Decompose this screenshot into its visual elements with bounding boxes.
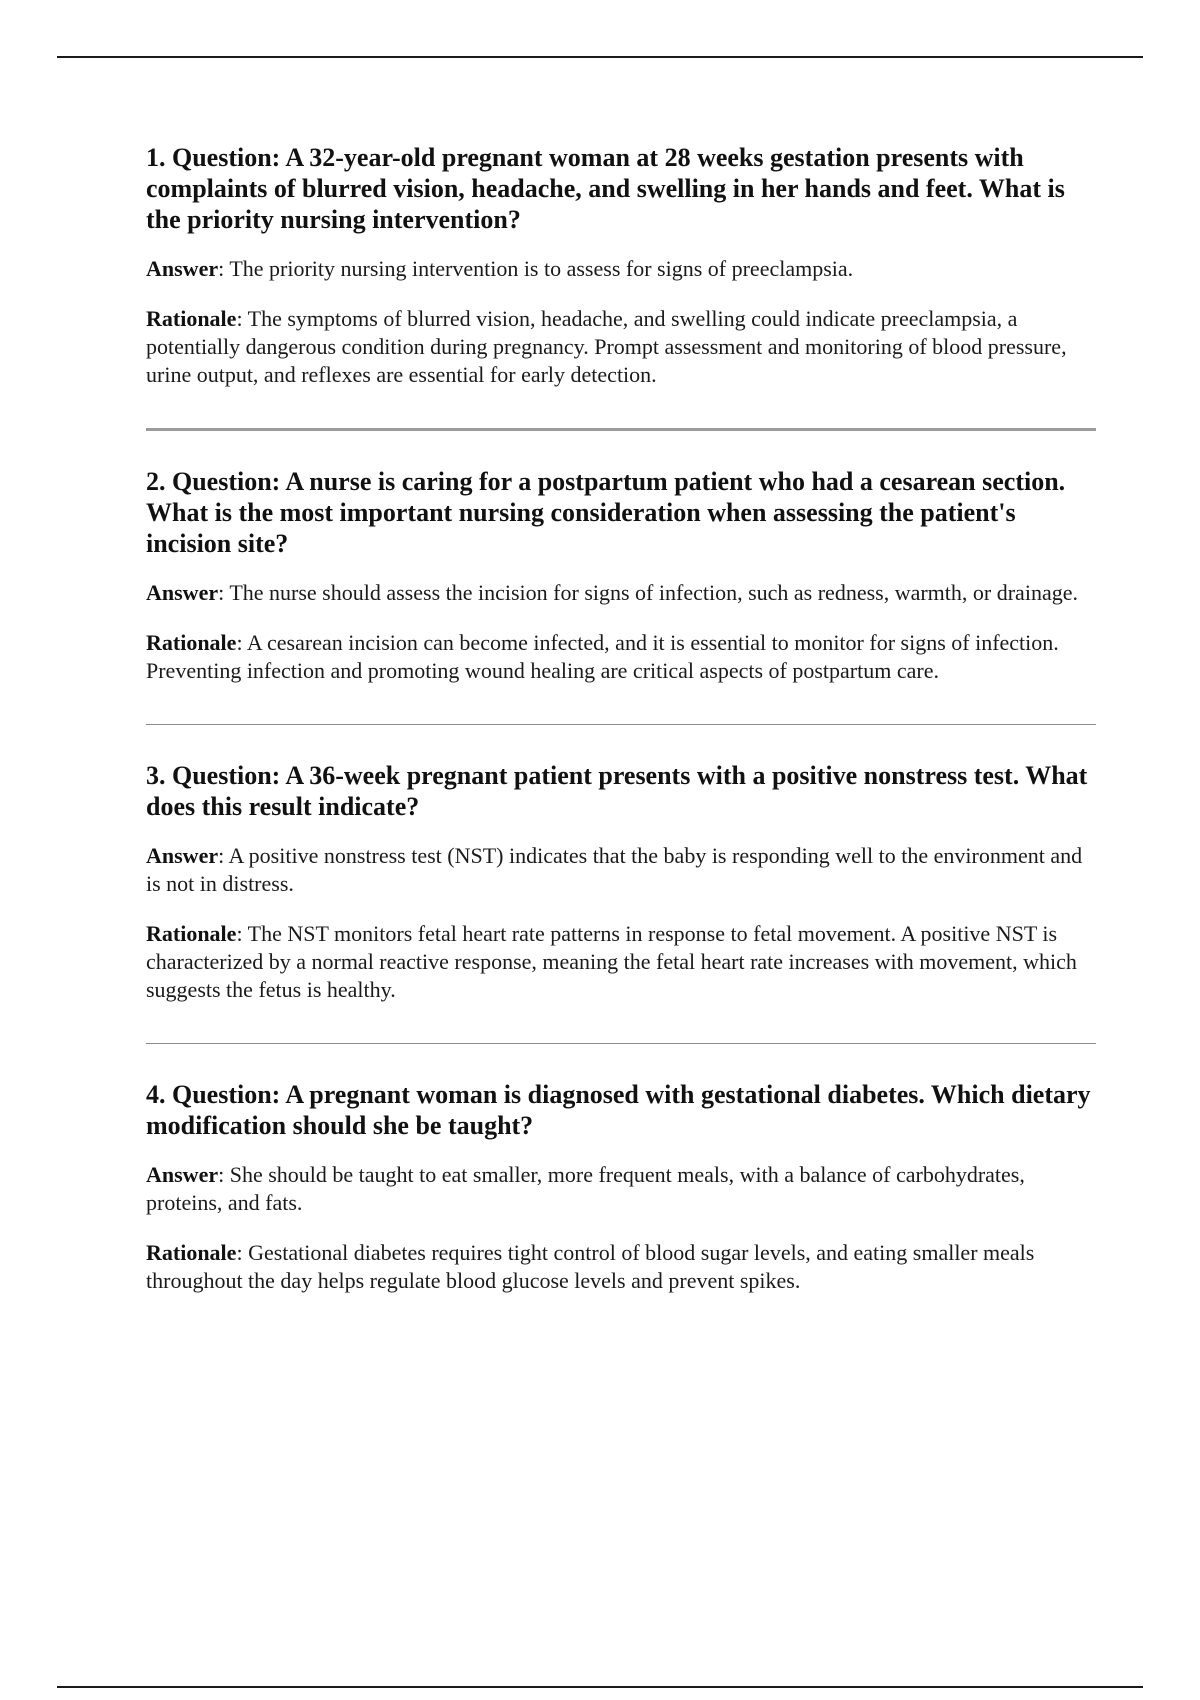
section-divider <box>146 1043 1096 1044</box>
question-heading: 3. Question: A 36-week pregnant patient presents with a positive nonstress test. What does this result indicate? <box>146 761 1088 821</box>
answer-text: : The priority nursing intervention is to assess for signs of preeclampsia. <box>218 256 854 281</box>
rationale-paragraph <box>146 305 1096 389</box>
answer-paragraph <box>146 255 1096 283</box>
question-heading: 2. Question: A nurse is caring for a postpartum patient who had a cesarean section. What is the most important nursing consideration when assessing the patient's incision site? <box>146 467 1066 558</box>
answer-paragraph <box>146 842 1096 898</box>
qa-document <box>146 142 1096 1317</box>
page-top-rule <box>57 56 1143 58</box>
answer-text: : A positive nonstress test (NST) indicates that the baby is responding well to the environment and is not in distress. <box>146 843 1083 896</box>
rationale-label: Rationale <box>146 1240 237 1265</box>
answer-text: : She should be taught to eat smaller, more frequent meals, with a balance of carbohydrates, proteins, and fats. <box>146 1162 1025 1215</box>
page-bottom-rule <box>57 1686 1143 1688</box>
rationale-text: : Gestational diabetes requires tight control of blood sugar levels, and eating smaller meals throughout the day helps regulate blood glucose levels and prevent spikes. <box>146 1240 1035 1293</box>
section-divider <box>146 428 1096 431</box>
section-divider <box>146 724 1096 725</box>
qa-item-2 <box>146 466 1096 685</box>
answer-label: Answer <box>146 256 219 281</box>
answer-text: : The nurse should assess the incision for signs of infection, such as redness, warmth, or drainage. <box>218 580 1078 605</box>
question-heading: 4. Question: A pregnant woman is diagnosed with gestational diabetes. Which dietary modification should she be taught? <box>146 1080 1091 1140</box>
answer-label: Answer <box>146 843 219 868</box>
rationale-label: Rationale <box>146 630 237 655</box>
rationale-text: : A cesarean incision can become infected, and it is essential to monitor for signs of infection. Preventing infection and promoting wound healing are critical aspects of postpartum care. <box>146 630 1059 683</box>
answer-paragraph <box>146 1161 1096 1217</box>
qa-item-1 <box>146 142 1096 389</box>
question-heading: 1. Question: A 32-year-old pregnant woman at 28 weeks gestation presents with complaints of blurred vision, headache, and swelling in her hands and feet. What is the priority nursing intervention? <box>146 143 1065 234</box>
answer-paragraph <box>146 579 1096 607</box>
rationale-label: Rationale <box>146 306 237 331</box>
rationale-paragraph <box>146 1239 1096 1295</box>
rationale-text: : The symptoms of blurred vision, headache, and swelling could indicate preeclampsia, a potentially dangerous condition during pregnancy. Prompt assessment and monitoring of blood pressure, urine output, and reflexes are essential for early detection. <box>146 306 1067 387</box>
qa-item-4 <box>146 1079 1096 1295</box>
answer-label: Answer <box>146 1162 219 1187</box>
answer-label: Answer <box>146 580 219 605</box>
rationale-label: Rationale <box>146 921 237 946</box>
rationale-text: : The NST monitors fetal heart rate patterns in response to fetal movement. A positive NST is characterized by a normal reactive response, meaning the fetal heart rate increases with movement, which suggests the fetus is healthy. <box>146 921 1077 1002</box>
rationale-paragraph <box>146 629 1096 685</box>
qa-item-3 <box>146 760 1096 1004</box>
rationale-paragraph <box>146 920 1096 1004</box>
